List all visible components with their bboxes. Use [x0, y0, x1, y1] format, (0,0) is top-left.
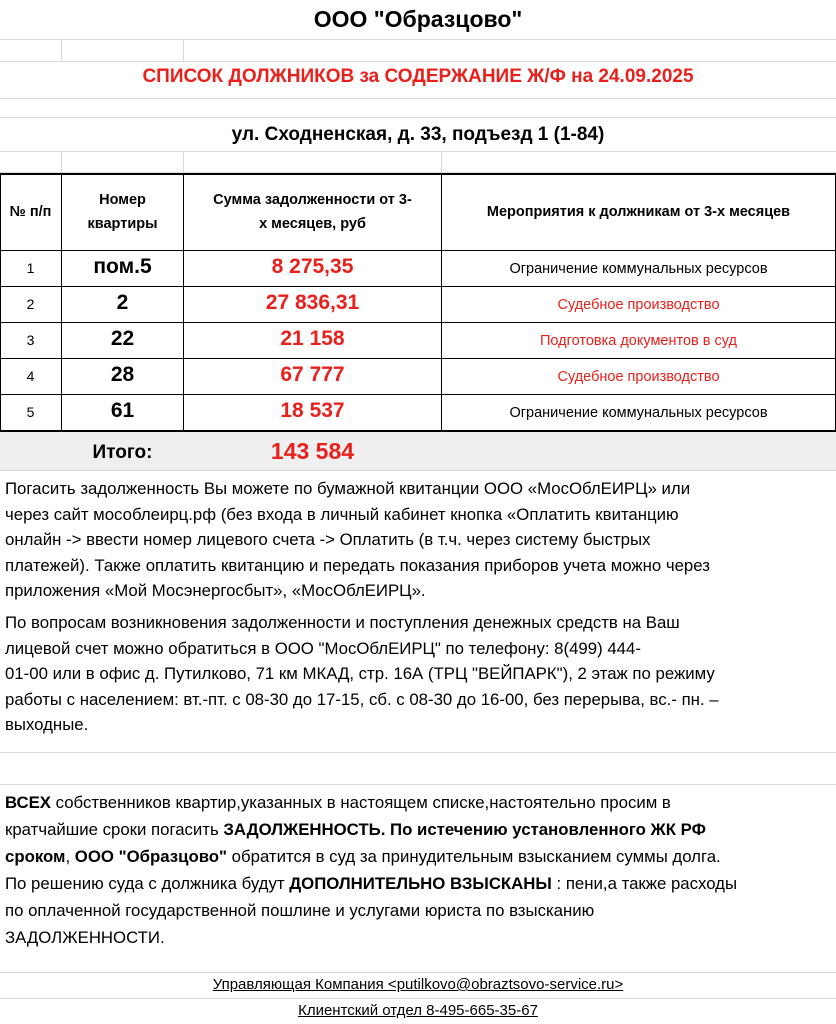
payment-info-line: Погасить задолженность Вы можете по бумажной квитанции ООО «МосОблЕИРЦ» или [5, 479, 691, 498]
debt-amount: 27 836,31 [265, 291, 360, 314]
grid-line [0, 39, 836, 40]
warning-span: , [65, 847, 75, 866]
debt-amount: 21 158 [280, 327, 345, 350]
address-line: ул. Сходненская, д. 33, подъезд 1 (1-84) [231, 124, 605, 145]
col-header-amount [184, 188, 441, 236]
contact-info [5, 610, 831, 738]
grid-line [61, 39, 62, 61]
col-header-number: № п/п [9, 204, 52, 220]
warning-bold: ЗАДОЛЖЕННОСТЬ. [223, 820, 386, 839]
table-border [0, 430, 836, 432]
company-title: ООО "Образцово" [313, 6, 523, 32]
payment-info [5, 476, 831, 604]
row-number: 2 [26, 296, 35, 312]
payment-info-line: через сайт мособлеирц.рф (без входа в личный кабинет кнопка «Оплатить квитанцию [5, 504, 679, 524]
warning-bold: сроком [5, 847, 66, 866]
action-text: Судебное производство [557, 369, 720, 385]
row-number: 4 [26, 368, 35, 384]
col-header-amount-line1: Сумма задолженности от 3- [213, 192, 412, 208]
action-text: Судебное производство [557, 297, 720, 313]
action-text: Подготовка документов в суд [540, 333, 737, 349]
debt-amount: 8 275,35 [271, 255, 354, 278]
contact-info-line: лицевой счет можно обратиться в ООО "МосОблЕИРЦ" по телефону: 8(499) 444- [5, 638, 641, 658]
warning-line [5, 843, 831, 870]
apartment-number: 61 [110, 399, 135, 422]
grid-line [0, 784, 836, 785]
warning-line [5, 789, 831, 816]
table-border [0, 286, 836, 287]
payment-info-line: онлайн -> ввести номер лицевого счета -> Оплатить (в т.ч. через систему быстрых [5, 530, 651, 550]
contact-info-line: 01-00 или в офис д. Путилково, 71 км МКАД, стр. 16А (ТРЦ "ВЕЙПАРК"), 2 этаж по режиму [5, 664, 715, 684]
warning-line [5, 897, 831, 924]
list-subtitle: СПИСОК ДОЛЖНИКОВ за СОДЕРЖАНИЕ Ж/Ф на 24.09.2025 [142, 66, 694, 87]
col-header-apartment [62, 188, 183, 236]
warning-line [5, 870, 831, 897]
col-header-actions: Мероприятия к должникам от 3-х месяцев [486, 204, 791, 220]
action-text: Ограничение коммунальных ресурсов [509, 405, 768, 421]
warning-line [5, 924, 831, 951]
table-border [0, 250, 836, 251]
grid-line [0, 98, 836, 99]
apartment-number: 22 [110, 327, 135, 350]
warning-span: ЗАДОЛЖЕННОСТИ. [5, 928, 165, 947]
payment-info-line: приложения «Мой Мосэнергосбыт», «МосОблЕИРЦ». [5, 581, 426, 601]
payment-info-line: платежей). Также оплатить квитанцию и передать показания приборов учета можно через [5, 555, 710, 575]
warning-text [5, 789, 831, 951]
total-label: Итого: [92, 442, 153, 463]
warning-line [5, 816, 831, 843]
table-border [0, 394, 836, 395]
warning-span: собственников квартир,указанных в настоящем списке,настоятельно просим в [50, 793, 671, 812]
col-header-apartment-line1: Номер [99, 192, 146, 208]
warning-span: : пени,а также расходы [551, 874, 738, 893]
debt-amount: 67 777 [280, 363, 345, 386]
grid-line [441, 151, 442, 172]
contact-info-line: работы с населением: вт.-пт. с 08-30 до 17-15, сб. с 08-30 до 16-00, без перерыва, вс.- пн. – [5, 689, 719, 709]
warning-span: кратчайшие сроки погасить [5, 820, 224, 839]
warning-span: обратится в суд за принудительным взысканием суммы долга. [227, 847, 721, 866]
client-department-phone[interactable]: Клиентский отдел 8-495-665-35-67 [298, 1002, 538, 1019]
grid-line [0, 998, 836, 999]
col-header-apartment-line2: квартиры [87, 216, 158, 232]
grid-line [61, 151, 62, 172]
row-number: 3 [26, 332, 35, 348]
warning-bold: По истечению установленного ЖК РФ [385, 820, 706, 839]
warning-bold: ДОПОЛНИТЕЛЬНО ВЗЫСКАНЫ [289, 874, 552, 893]
grid-line [0, 151, 836, 152]
contact-info-line: выходные. [5, 715, 89, 735]
col-header-amount-line2: х месяцев, руб [259, 216, 366, 232]
warning-bold: ВСЕХ [5, 793, 51, 812]
apartment-number: пом.5 [93, 255, 152, 278]
grid-line [0, 752, 836, 753]
grid-line [0, 972, 836, 973]
contact-info-line: По вопросам возникновения задолженности и поступления денежных средств на Ваш [5, 613, 680, 632]
grid-line [0, 470, 836, 471]
row-number: 1 [26, 260, 35, 276]
table-border [0, 358, 836, 359]
table-border [0, 173, 836, 175]
grid-line [0, 117, 836, 118]
grid-line [0, 61, 836, 62]
warning-span: По решению суда с должника будут [5, 874, 290, 893]
grid-line [183, 39, 184, 61]
debt-amount: 18 537 [280, 399, 345, 422]
management-company-email[interactable]: Управляющая Компания <putilkovo@obraztsovo-service.ru> [212, 976, 624, 993]
row-number: 5 [26, 404, 35, 420]
total-value: 143 584 [270, 438, 355, 464]
warning-span: по оплаченной государственной пошлине и услугами юриста по взысканию [5, 901, 595, 920]
grid-line [183, 151, 184, 172]
apartment-number: 28 [110, 363, 135, 386]
action-text: Ограничение коммунальных ресурсов [509, 261, 768, 277]
apartment-number: 2 [116, 291, 129, 314]
table-border [0, 322, 836, 323]
warning-bold: ООО "Образцово" [74, 847, 227, 866]
